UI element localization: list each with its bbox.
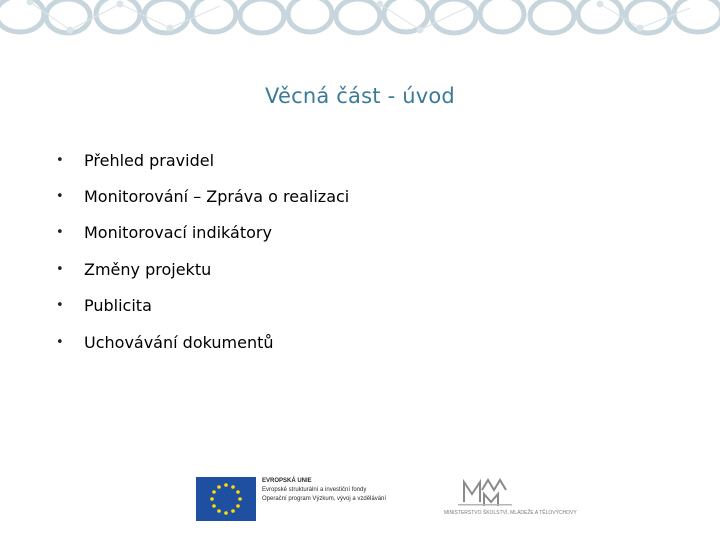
bullet-item [56, 324, 349, 360]
header-decoration [0, 0, 720, 40]
bullet-item [56, 178, 349, 214]
footer-logos [196, 476, 577, 522]
bullet-icon: • [56, 152, 64, 168]
bullet-text: Změny projektu [84, 259, 212, 279]
op-program-line: Operační program Výzkum, vývoj a vzdělávání [262, 496, 387, 502]
bullet-icon: • [56, 189, 64, 205]
bullet-text: Monitorování – Zpráva o realizaci [84, 187, 350, 207]
bullet-text: Monitorovací indikátory [84, 223, 272, 243]
msmt-logo-icon [444, 476, 526, 510]
bullet-item [56, 288, 349, 324]
bullet-item [56, 142, 349, 178]
bullet-icon: • [56, 334, 64, 350]
bullet-item [56, 251, 349, 287]
bullet-icon: • [56, 261, 64, 277]
bullet-text: Přehled pravidel [84, 150, 215, 170]
bullet-item [56, 215, 349, 251]
slide-title: Věcná část - úvod [265, 84, 455, 108]
eu-flag-icon [196, 477, 256, 521]
eu-text-block [262, 477, 386, 504]
eu-heading: EVROPSKÁ UNIE [262, 478, 312, 484]
msmt-caption: MINISTERSTVO ŠKOLSTVÍ, MLÁDEŽE A TĚLOVÝCHOVY [444, 510, 577, 516]
eu-funds-line: Evropské strukturální a investiční fondy [262, 487, 367, 493]
bullet-icon: • [56, 225, 64, 241]
bullet-text: Publicita [84, 296, 152, 316]
bullet-list [56, 142, 349, 360]
bullet-text: Uchovávání dokumentů [84, 332, 274, 352]
bullet-icon: • [56, 298, 64, 314]
